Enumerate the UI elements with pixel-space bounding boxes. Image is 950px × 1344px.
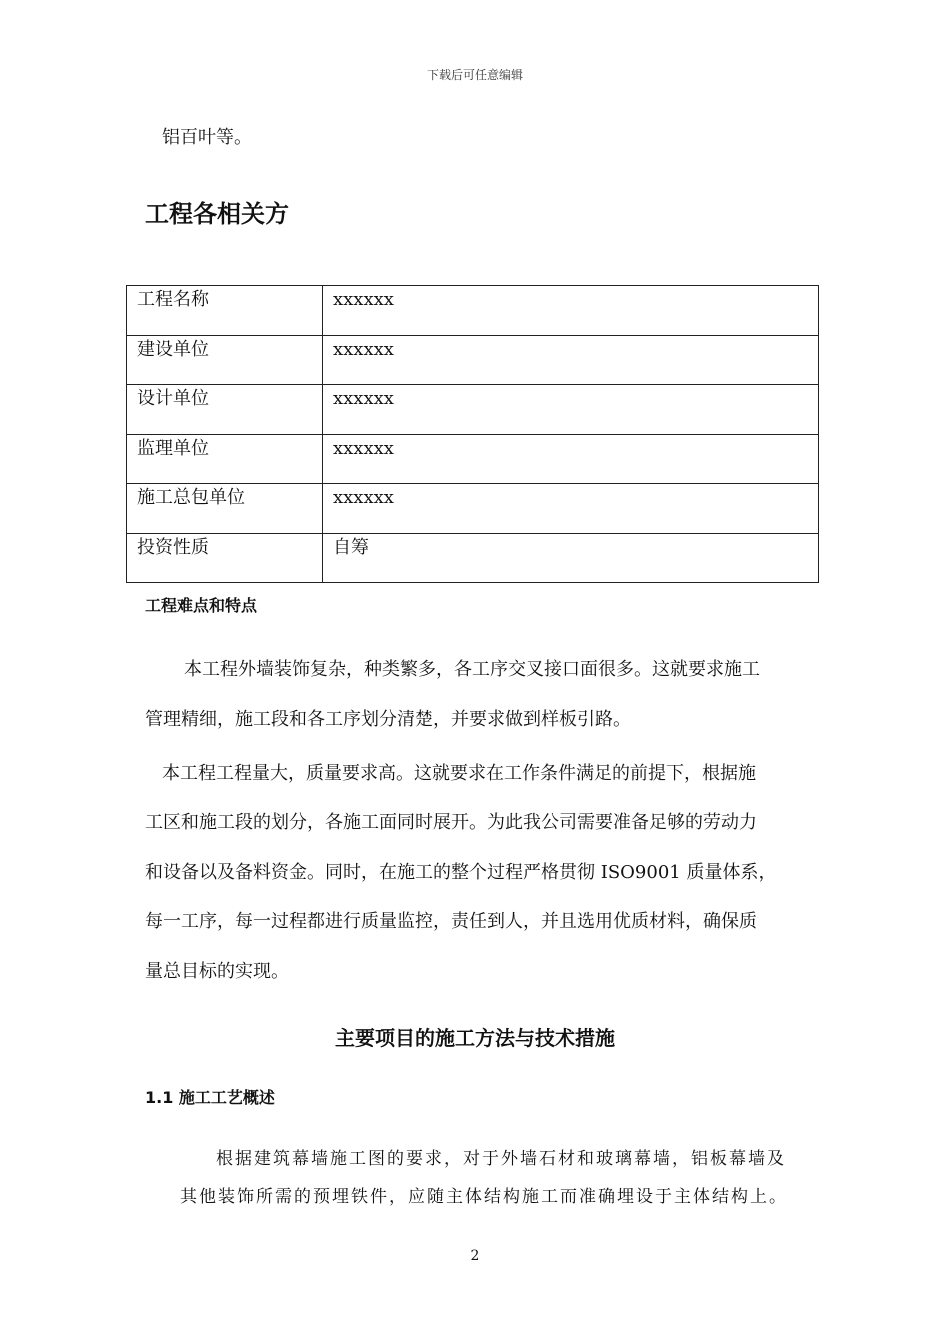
table-cell-label: 建设单位 — [127, 335, 323, 385]
table-cell-value: xxxxxx — [323, 484, 819, 534]
table-cell-label: 监理单位 — [127, 434, 323, 484]
section-title-related-parties: 工程各相关方 — [145, 200, 289, 228]
table-cell-label: 投资性质 — [127, 533, 323, 583]
paragraph-line: 每一工序，每一过程都进行质量监控，责任到人，并且选用优质材料，确保质 — [145, 911, 757, 932]
table-cell-value: 自筹 — [323, 533, 819, 583]
table-cell-value: xxxxxx — [323, 434, 819, 484]
subsection-title: 1.1 施工工艺概述 — [145, 1088, 275, 1107]
header-note: 下载后可任意编辑 — [426, 68, 523, 82]
table-row — [127, 286, 819, 336]
table-cell-value: xxxxxx — [323, 335, 819, 385]
table-row — [127, 385, 819, 435]
table-row — [127, 335, 819, 385]
paragraph-line: 量总目标的实现。 — [145, 961, 289, 982]
table-row — [127, 434, 819, 484]
table-row — [127, 484, 819, 534]
table-cell-value: xxxxxx — [323, 385, 819, 435]
table-cell-label: 设计单位 — [127, 385, 323, 435]
paragraph-line: 工区和施工段的划分，各施工面同时展开。为此我公司需要准备足够的劳动力 — [145, 812, 757, 833]
paragraph-line: 本工程外墙装饰复杂，种类繁多，各工序交叉接口面很多。这就要求施工 — [184, 659, 760, 680]
table-row — [127, 533, 819, 583]
page-number: 2 — [470, 1248, 480, 1264]
paragraph-line: 本工程工程量大，质量要求高。这就要求在工作条件满足的前提下，根据施 — [162, 763, 756, 784]
table-cell-label: 工程名称 — [127, 286, 323, 336]
intro-tail-text: 铝百叶等。 — [162, 127, 252, 148]
table-cell-label: 施工总包单位 — [127, 484, 323, 534]
section-title-methods: 主要项目的施工方法与技术措施 — [335, 1026, 615, 1050]
related-parties-table — [126, 285, 819, 583]
paragraph-line: 和设备以及备料资金。同时，在施工的整个过程严格贯彻 ISO9001 质量体系， — [145, 862, 777, 883]
paragraph-line: 管理精细，施工段和各工序划分清楚，并要求做到样板引路。 — [145, 709, 631, 730]
paragraph-line: 根据建筑幕墙施工图的要求，对于外墙石材和玻璃幕墙，铝板幕墙及 — [216, 1149, 786, 1169]
table-cell-value: xxxxxx — [323, 286, 819, 336]
paragraph-line: 其他装饰所需的预埋铁件，应随主体结构施工而准确埋设于主体结构上。 — [180, 1187, 788, 1207]
section-title-difficulties: 工程难点和特点 — [145, 596, 258, 615]
